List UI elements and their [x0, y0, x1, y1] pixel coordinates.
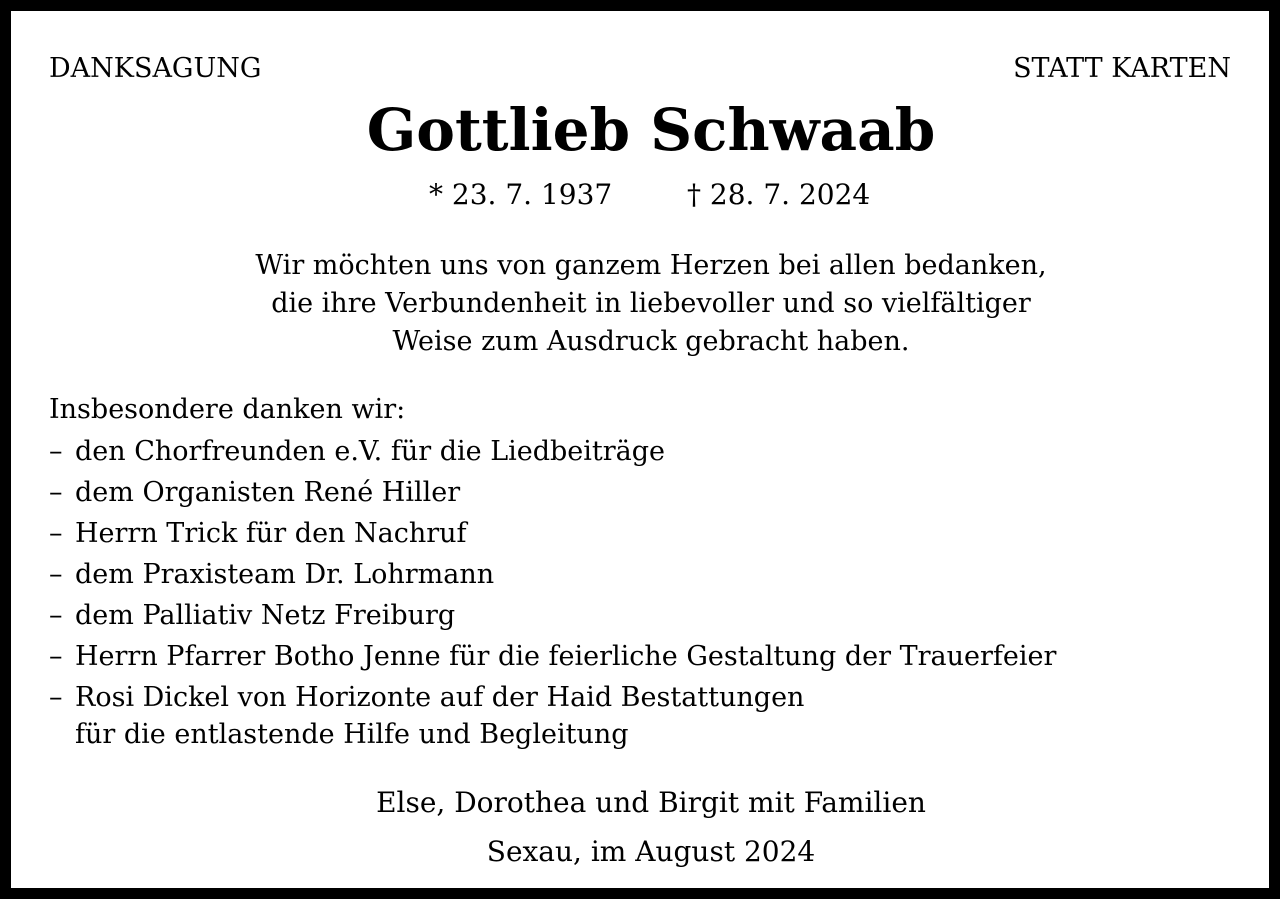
list-item [49, 595, 1056, 636]
deceased-name: Gottlieb Schwaab [366, 96, 936, 164]
death-date: † 28. 7. 2024 [687, 178, 871, 211]
list-item-continuation: für die entlastende Hilfe und Begleitung [75, 719, 629, 750]
header-statt-karten: STATT KARTEN [1013, 53, 1231, 84]
list-dash: – [49, 518, 63, 549]
list-dash: – [49, 559, 63, 590]
message-line: Weise zum Ausdruck gebracht haben. [392, 326, 910, 357]
thanks-intro: Insbesondere danken wir: [49, 394, 406, 425]
signature: Else, Dorothea und Birgit mit Familien [376, 786, 926, 819]
header-danksagung: DANKSAGUNG [49, 53, 262, 84]
list-item [49, 636, 1056, 677]
list-dash: – [49, 436, 63, 467]
list-item-text: den Chorfreunden e.V. für die Liedbeiträge [75, 436, 666, 467]
list-item-text: dem Organisten René Hiller [75, 477, 461, 508]
message-line: die ihre Verbundenheit in liebevoller und so vielfältiger [271, 288, 1031, 319]
list-dash: – [49, 600, 63, 631]
list-dash: – [49, 641, 63, 672]
list-item [49, 431, 1056, 472]
thanks-list [49, 431, 1056, 755]
list-item-text: dem Palliativ Netz Freiburg [75, 600, 456, 631]
list-dash: – [49, 682, 63, 713]
place-and-date: Sexau, im August 2024 [486, 835, 816, 868]
list-item-text: dem Praxisteam Dr. Lohrmann [75, 559, 495, 590]
thank-you-message [11, 247, 1280, 361]
list-item [49, 472, 1056, 513]
list-dash: – [49, 477, 63, 508]
birth-date: * 23. 7. 1937 [429, 178, 613, 211]
list-item [49, 554, 1056, 595]
list-item [49, 513, 1056, 554]
list-item-text: Herrn Trick für den Nachruf [75, 518, 467, 549]
list-item-text: Herrn Pfarrer Botho Jenne für die feierliche Gestaltung der Trauerfeier [75, 641, 1057, 672]
list-item [49, 677, 1056, 755]
list-item-text: Rosi Dickel von Horizonte auf der Haid Bestattungen [75, 682, 805, 713]
message-line: Wir möchten uns von ganzem Herzen bei allen bedanken, [255, 250, 1047, 281]
